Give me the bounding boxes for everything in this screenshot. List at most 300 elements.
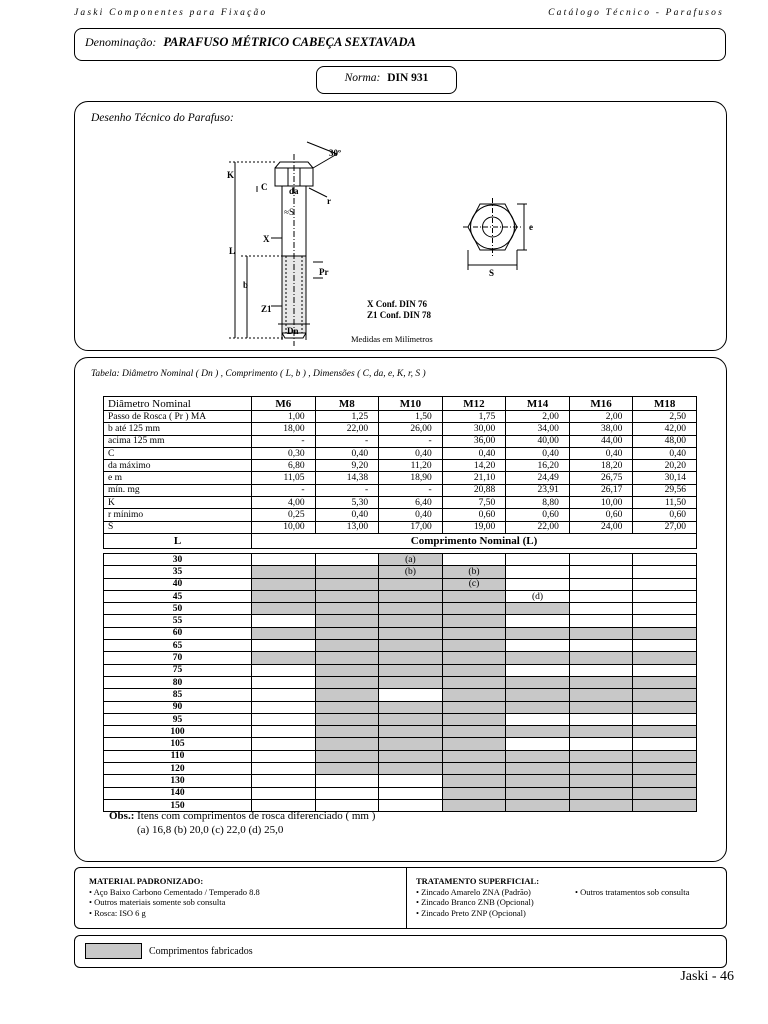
length-cell (379, 615, 443, 627)
length-cell (506, 676, 570, 688)
length-cell (379, 799, 443, 811)
dimension-value: 22,00 (506, 521, 570, 533)
dimension-value: 30,14 (633, 472, 697, 484)
length-cell (252, 689, 316, 701)
length-value: 130 (104, 775, 252, 787)
length-cell (315, 713, 379, 725)
length-cell (569, 566, 633, 578)
dimension-value: 0,30 (252, 447, 316, 459)
label-S: ≈S (284, 207, 294, 217)
obs-values: (a) 16,8 (b) 20,0 (c) 22,0 (d) 25,0 (137, 824, 284, 836)
length-value: 140 (104, 787, 252, 799)
length-cell: (b) (442, 566, 506, 578)
length-cell (315, 689, 379, 701)
length-cell (315, 775, 379, 787)
length-value: 150 (104, 799, 252, 811)
size-header: M8 (315, 397, 379, 411)
legend-swatch (85, 943, 142, 959)
dimension-row (104, 447, 697, 459)
length-cell (633, 566, 697, 578)
length-row (104, 701, 697, 713)
length-cell (569, 652, 633, 664)
length-cell (506, 566, 570, 578)
dimension-value: 17,00 (379, 521, 443, 533)
length-cell (633, 689, 697, 701)
observations (109, 809, 375, 837)
treatment-item: • Zincado Preto ZNP (Opcional) (416, 907, 526, 918)
dimension-value: 2,00 (506, 411, 570, 423)
length-header-title: Comprimento Nominal (L) (252, 533, 697, 548)
length-cell (569, 713, 633, 725)
length-header-row (104, 533, 697, 548)
length-value: 40 (104, 578, 252, 590)
dimension-value: 0,40 (379, 509, 443, 521)
length-cell (315, 627, 379, 639)
length-cell (379, 578, 443, 590)
dimension-value: 22,00 (315, 423, 379, 435)
length-cell (252, 664, 316, 676)
dimension-value: 0,60 (633, 509, 697, 521)
length-cell (442, 627, 506, 639)
length-cell (379, 775, 443, 787)
length-value: 110 (104, 750, 252, 762)
dimension-value: 20,20 (633, 460, 697, 472)
length-cell (569, 726, 633, 738)
length-row (104, 676, 697, 688)
dimension-value: 1,75 (442, 411, 506, 423)
lengths-table (103, 553, 697, 812)
length-cell (315, 763, 379, 775)
length-cell (252, 726, 316, 738)
denomination-box (74, 28, 726, 61)
length-value: 55 (104, 615, 252, 627)
length-cell (252, 652, 316, 664)
dimension-value: 9,20 (315, 460, 379, 472)
dimension-value: 8,80 (506, 497, 570, 509)
length-cell: (c) (442, 578, 506, 590)
dimension-value: 1,00 (252, 411, 316, 423)
length-cell (315, 554, 379, 566)
label-e: e (529, 222, 533, 232)
dimension-value: 21,10 (442, 472, 506, 484)
dimension-value: 7,50 (442, 497, 506, 509)
length-cell (633, 787, 697, 799)
label-Z1: Z1 (261, 304, 272, 314)
length-cell (633, 590, 697, 602)
dimension-value: 0,60 (442, 509, 506, 521)
dimension-label: da máximo (104, 460, 252, 472)
length-cell (442, 726, 506, 738)
length-cell (252, 603, 316, 615)
length-value: 60 (104, 627, 252, 639)
dimension-value: 0,40 (569, 447, 633, 459)
length-cell (442, 652, 506, 664)
dimension-label: Passo de Rosca ( Pr ) MA (104, 411, 252, 423)
length-cell (569, 763, 633, 775)
dimension-value: 2,50 (633, 411, 697, 423)
length-value: 35 (104, 566, 252, 578)
length-cell (379, 676, 443, 688)
length-cell (252, 578, 316, 590)
dimension-value: 42,00 (633, 423, 697, 435)
dimension-value: - (252, 435, 316, 447)
dimension-label: S (104, 521, 252, 533)
length-cell (442, 615, 506, 627)
dimension-value: 0,40 (315, 509, 379, 521)
dimension-value: 0,40 (315, 447, 379, 459)
size-header: M6 (252, 397, 316, 411)
length-cell (379, 689, 443, 701)
dimension-value: 0,25 (252, 509, 316, 521)
dimension-value: 18,20 (569, 460, 633, 472)
label-K: K (227, 170, 235, 180)
label-angle: 30º (329, 148, 341, 158)
length-cell (506, 701, 570, 713)
length-cell (442, 738, 506, 750)
header-left: Jaski Componentes para Fixação (74, 8, 268, 18)
dimension-value: - (379, 484, 443, 496)
norma-box (316, 66, 457, 94)
length-cell (569, 701, 633, 713)
length-cell (569, 554, 633, 566)
length-cell (252, 713, 316, 725)
length-cell (252, 590, 316, 602)
length-cell (633, 578, 697, 590)
dimension-value: 20,88 (442, 484, 506, 496)
length-value: 90 (104, 701, 252, 713)
dimension-value: - (315, 435, 379, 447)
dimension-label: mín. mg (104, 484, 252, 496)
length-cell (379, 701, 443, 713)
length-cell (379, 726, 443, 738)
length-cell (442, 787, 506, 799)
dimension-value: 23,91 (506, 484, 570, 496)
length-cell (506, 615, 570, 627)
length-cell (633, 738, 697, 750)
dimension-value: 24,49 (506, 472, 570, 484)
dimension-value: 10,00 (252, 521, 316, 533)
dimension-row (104, 423, 697, 435)
dimension-value: - (252, 484, 316, 496)
dimension-row (104, 497, 697, 509)
dimension-value: 1,50 (379, 411, 443, 423)
dimension-row (104, 460, 697, 472)
dimension-value: 14,38 (315, 472, 379, 484)
drawing-caption: Medidas em Milímetros (351, 334, 433, 344)
label-r: r (327, 196, 331, 206)
length-cell (506, 652, 570, 664)
dimension-value: 2,00 (569, 411, 633, 423)
dimension-value: 0,40 (379, 447, 443, 459)
dimension-value: 6,40 (379, 497, 443, 509)
dimension-value: 36,00 (442, 435, 506, 447)
dimension-row (104, 484, 697, 496)
length-cell (633, 627, 697, 639)
dimension-value: 38,00 (569, 423, 633, 435)
length-cell (379, 750, 443, 762)
dimension-value: 34,00 (506, 423, 570, 435)
length-cell (379, 713, 443, 725)
note-z1-din78: Z1 Conf. DIN 78 (367, 310, 432, 320)
length-cell (379, 603, 443, 615)
length-cell (252, 615, 316, 627)
length-cell (569, 676, 633, 688)
length-cell: (a) (379, 554, 443, 566)
length-cell (379, 664, 443, 676)
length-row (104, 713, 697, 725)
label-b: b (243, 280, 249, 290)
technical-drawing-box (74, 101, 727, 351)
length-cell (506, 627, 570, 639)
length-cell: (d) (506, 590, 570, 602)
dimensions-table (103, 396, 697, 549)
dimension-value: 26,75 (569, 472, 633, 484)
dimension-row (104, 435, 697, 447)
length-cell (252, 676, 316, 688)
length-cell (506, 664, 570, 676)
denomination-label: Denominação: (85, 35, 157, 49)
length-cell (633, 799, 697, 811)
dimension-label: r mínimo (104, 509, 252, 521)
length-value: 100 (104, 726, 252, 738)
dimension-row (104, 521, 697, 533)
dimension-value: 40,00 (506, 435, 570, 447)
length-cell (442, 664, 506, 676)
length-cell (506, 603, 570, 615)
dimension-label: acima 125 mm (104, 435, 252, 447)
material-column (89, 876, 260, 918)
dimension-value: 44,00 (569, 435, 633, 447)
treatment-item: • Zincado Branco ZNB (Opcional) (416, 897, 534, 907)
length-cell (633, 750, 697, 762)
size-header: M16 (569, 397, 633, 411)
length-cell (633, 640, 697, 652)
length-value: 95 (104, 713, 252, 725)
length-cell (252, 738, 316, 750)
dimension-value: 16,20 (506, 460, 570, 472)
length-cell (569, 603, 633, 615)
length-cell (315, 615, 379, 627)
length-row (104, 664, 697, 676)
dimension-label: e m (104, 472, 252, 484)
norma-label: Norma: (344, 72, 381, 84)
dimension-value: 30,00 (442, 423, 506, 435)
length-cell (442, 603, 506, 615)
length-cell (633, 726, 697, 738)
length-cell (252, 554, 316, 566)
length-cell (569, 750, 633, 762)
length-cell (633, 554, 697, 566)
length-cell (506, 750, 570, 762)
material-title: MATERIAL PADRONIZADO: (89, 876, 204, 886)
length-cell (633, 713, 697, 725)
length-row (104, 787, 697, 799)
length-cell (569, 799, 633, 811)
length-cell (252, 627, 316, 639)
length-value: 50 (104, 603, 252, 615)
length-cell (633, 664, 697, 676)
dimension-value: 13,00 (315, 521, 379, 533)
dimension-value: 11,20 (379, 460, 443, 472)
length-cell (315, 578, 379, 590)
label-X: X (263, 234, 270, 244)
length-cell (315, 664, 379, 676)
length-row (104, 652, 697, 664)
length-cell (252, 750, 316, 762)
length-cell (569, 664, 633, 676)
length-cell (633, 775, 697, 787)
length-cell (442, 701, 506, 713)
length-value: 65 (104, 640, 252, 652)
length-cell (315, 640, 379, 652)
length-row (104, 590, 697, 602)
length-cell (569, 615, 633, 627)
obs-label: Obs.: (109, 810, 135, 822)
length-cell (379, 640, 443, 652)
label-Pr: Pr (319, 267, 329, 277)
length-header-L: L (104, 533, 252, 548)
dimension-value: 11,50 (633, 497, 697, 509)
length-cell (315, 787, 379, 799)
denomination-value: PARAFUSO MÉTRICO CABEÇA SEXTAVADA (163, 35, 416, 49)
dimension-value: 0,60 (569, 509, 633, 521)
length-cell (315, 676, 379, 688)
table-title: Tabela: Diâmetro Nominal ( Dn ) , Comprimento ( L, b ) , Dimensões ( C, da, e, K, r, S ) (91, 369, 426, 379)
length-cell (442, 775, 506, 787)
dimension-label: K (104, 497, 252, 509)
length-cell (506, 799, 570, 811)
length-cell (252, 566, 316, 578)
length-cell (442, 689, 506, 701)
column-divider (406, 868, 407, 928)
length-cell (379, 590, 443, 602)
header-right: Catálogo Técnico - Parafusos (548, 8, 724, 18)
dimension-value: 1,25 (315, 411, 379, 423)
bolt-drawing (75, 102, 728, 352)
dimension-label: b até 125 mm (104, 423, 252, 435)
length-cell (569, 578, 633, 590)
length-cell (569, 738, 633, 750)
note-x-din76: X Conf. DIN 76 (367, 299, 428, 309)
length-value: 30 (104, 554, 252, 566)
header-label: Diâmetro Nominal (104, 397, 252, 411)
length-row (104, 750, 697, 762)
dimension-value: 18,00 (252, 423, 316, 435)
length-cell (315, 603, 379, 615)
dimension-value: 0,40 (442, 447, 506, 459)
length-cell: (b) (379, 566, 443, 578)
length-cell (379, 738, 443, 750)
dimension-value: 14,20 (442, 460, 506, 472)
dimension-value: 5,30 (315, 497, 379, 509)
length-row (104, 554, 697, 566)
length-value: 120 (104, 763, 252, 775)
length-row (104, 627, 697, 639)
material-item: • Rosca: ISO 6 g (89, 907, 146, 918)
label-S-side: S (489, 268, 495, 278)
dimension-row (104, 509, 697, 521)
length-cell (569, 627, 633, 639)
length-cell (506, 775, 570, 787)
dimension-value: 0,60 (506, 509, 570, 521)
length-cell (315, 738, 379, 750)
length-value: 75 (104, 664, 252, 676)
length-cell (315, 726, 379, 738)
length-cell (442, 554, 506, 566)
dimension-value: 26,17 (569, 484, 633, 496)
length-value: 85 (104, 689, 252, 701)
length-cell (252, 640, 316, 652)
length-cell (379, 763, 443, 775)
length-cell (569, 689, 633, 701)
length-cell (506, 738, 570, 750)
length-cell (633, 763, 697, 775)
length-row (104, 578, 697, 590)
dimension-value: 10,00 (569, 497, 633, 509)
size-header: M12 (442, 397, 506, 411)
length-cell (633, 652, 697, 664)
dimension-label: C (104, 447, 252, 459)
size-header: M18 (633, 397, 697, 411)
dimension-value: 29,56 (633, 484, 697, 496)
length-cell (379, 652, 443, 664)
length-cell (442, 750, 506, 762)
length-cell (569, 590, 633, 602)
length-cell (569, 775, 633, 787)
length-cell (252, 701, 316, 713)
length-cell (442, 640, 506, 652)
length-cell (633, 603, 697, 615)
length-value: 45 (104, 590, 252, 602)
length-cell (506, 578, 570, 590)
treatment-column (416, 876, 539, 918)
dimension-value: 24,00 (569, 521, 633, 533)
length-cell (379, 787, 443, 799)
legend-box (74, 935, 727, 968)
length-cell (315, 652, 379, 664)
length-cell (442, 713, 506, 725)
length-cell (569, 640, 633, 652)
size-header-row (104, 397, 697, 411)
length-cell (506, 689, 570, 701)
treatment-title: TRATAMENTO SUPERFICIAL: (416, 876, 540, 886)
length-cell (252, 775, 316, 787)
dimension-value: 26,00 (379, 423, 443, 435)
length-row (104, 775, 697, 787)
label-da: da (289, 186, 299, 196)
length-row (104, 763, 697, 775)
material-item: • Aço Baixo Carbono Cementado / Temperado 8.8 (89, 886, 260, 897)
dimensions-table-box (74, 357, 727, 862)
length-value: 105 (104, 738, 252, 750)
label-L: L (229, 246, 236, 256)
label-C: C (261, 182, 268, 192)
length-cell (633, 701, 697, 713)
length-cell (252, 763, 316, 775)
length-cell (315, 750, 379, 762)
length-cell (506, 713, 570, 725)
length-row (104, 689, 697, 701)
dimension-value: 0,40 (633, 447, 697, 459)
length-row (104, 726, 697, 738)
length-cell (633, 615, 697, 627)
treatment-extra: • Outros tratamentos sob consulta (575, 886, 690, 897)
length-cell (315, 590, 379, 602)
length-row (104, 615, 697, 627)
length-cell (442, 799, 506, 811)
length-cell (379, 627, 443, 639)
legend-label: Comprimentos fabricados (149, 946, 253, 957)
